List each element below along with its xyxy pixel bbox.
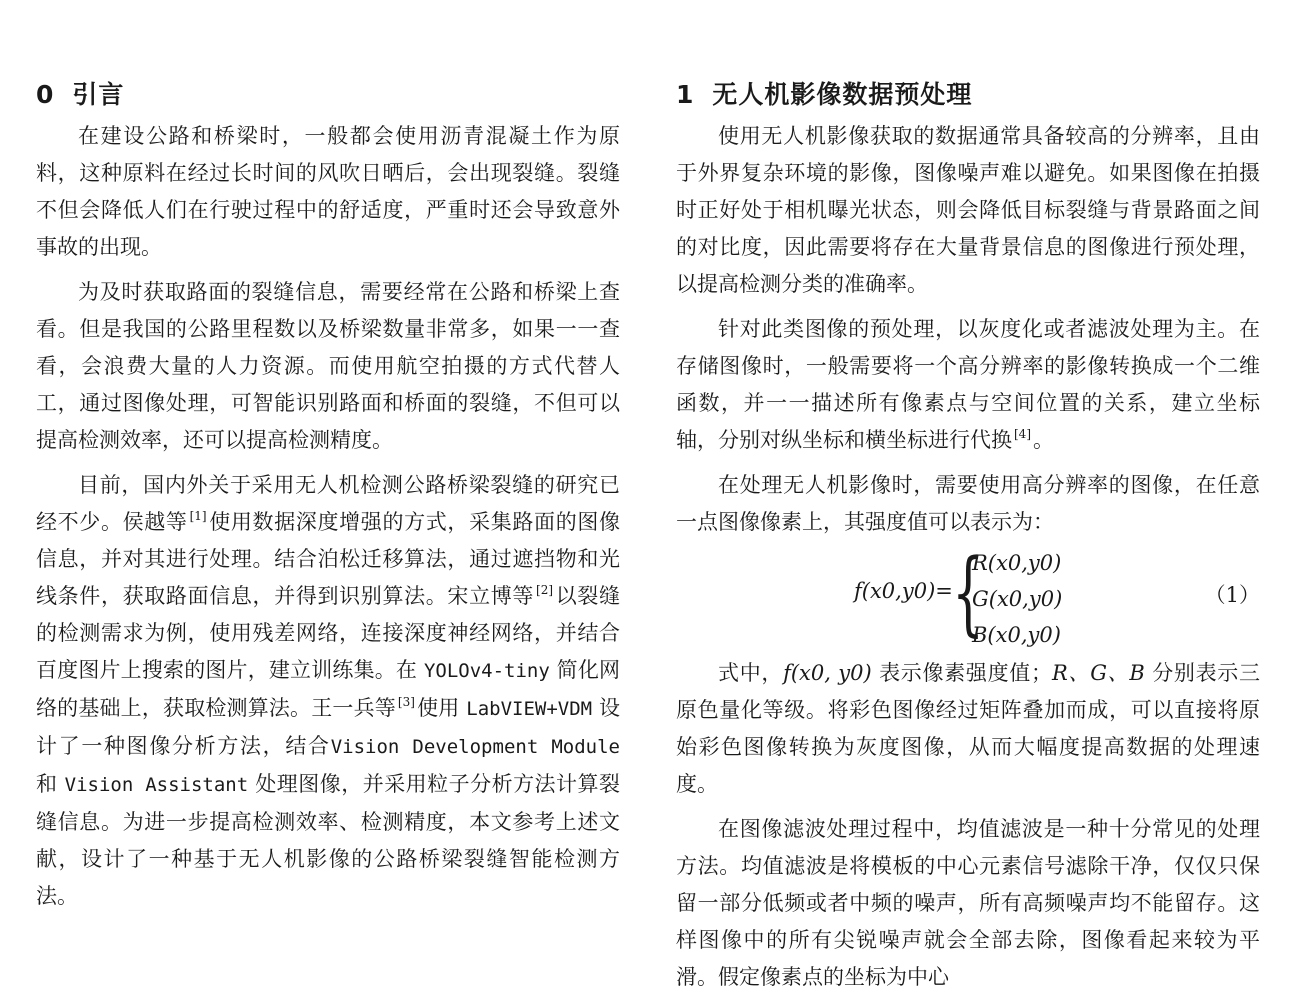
body-paragraph-5: 在图像滤波处理过程中，均值滤波是一种十分常见的处理方法。均值滤波是将模板的中心元素信号滤除干净，仅仅只保留一部分低频或者中频的噪声，所有高频噪声均不能留存。这样图像中的所有尖锐噪声就会全部去除，图像看起来较为平滑。假定像素点的坐标为中心: [676, 817, 1260, 989]
intro-paragraph-3: [36, 467, 620, 915]
intro-paragraph-2: 为及时获取路面的裂缝信息，需要经常在公路和桥梁上查看。但是我国的公路里程数以及桥梁数量非常多，如果一一查看，会浪费大量的人力资源。而使用航空拍摄的方式代替人工，通过图像处理，可智能识别路面和桥面的裂缝，不但可以提高检测效率，还可以提高检测精度。: [36, 280, 620, 452]
text-run: 式中，: [718, 661, 784, 685]
equation-lhs: f(x0,y0)=: [854, 579, 953, 603]
body-paragraph-2: [676, 311, 1260, 459]
citation-ref-2: [2]: [536, 583, 554, 597]
equation-line-b: B(x0,y0): [972, 623, 1061, 647]
text-run: 使用: [416, 696, 460, 720]
code-term-vdm: Vision Development Module: [330, 736, 620, 758]
code-term-va: Vision Assistant: [64, 774, 249, 796]
inline-expression: f(x0, y0): [783, 661, 872, 685]
text-run: 。: [1033, 428, 1054, 452]
text-run: 使用数据深度增强的方式，采集路面的图像信息，并对其进行处理。结合泊松迁移算法，通过遮挡物和光线条件，获取路面信息，并得到识别算法。宋立博等: [36, 510, 620, 608]
citation-ref-3: [3]: [397, 695, 415, 709]
section-heading-preprocessing: [676, 78, 1260, 112]
text-run: 目前，国内外关于采用无人机检测公路桥梁裂缝的研究已经不少。侯越等: [36, 473, 620, 534]
text-run: 表示像素强度值；: [879, 661, 1052, 685]
right-column: [676, 78, 1260, 1004]
code-term-yolo: YOLOv4-tiny: [423, 660, 550, 682]
equation-number: （1）: [1204, 583, 1260, 607]
body-paragraph-1: 使用无人机影像获取的数据通常具备较高的分辨率，且由于外界复杂环境的影像，图像噪声难以避免。如果图像在拍摄时正好处于相机曝光状态，则会降低目标裂缝与背景路面之间的对比度，因此需要将存在大量背景信息的图像进行预处理，以提高检测分类的准确率。: [676, 124, 1260, 296]
code-term-labview: LabVIEW+VDM: [466, 698, 593, 720]
text-run: 和: [36, 772, 58, 796]
text-run: 简化网络的基础上，获取检测算法。王一兵等: [36, 658, 620, 720]
text-run: 分别表示三原色量化等级。将彩色图像经过矩阵叠加而成，可以直接将原始彩色图像转换为灰度图像，从而大幅度提高数据的处理速度。: [676, 661, 1260, 796]
equation-line-r: R(x0,y0): [972, 551, 1062, 575]
left-brace: {: [952, 539, 985, 646]
inline-rgb: R、G、B: [1052, 661, 1145, 685]
body-paragraph-3: 在处理无人机影像时，需要使用高分辨率的图像，在任意一点图像像素上，其强度值可以表示为：: [676, 473, 1260, 534]
section-heading-intro: [36, 78, 620, 112]
text-run: 设计了一种图像分析方法，结合: [36, 696, 620, 758]
section-title: 引言: [72, 80, 125, 109]
text-run: 以裂缝的检测需求为例，使用残差网络，连接深度神经网络，并结合百度图片上搜索的图片，建立训练集。在: [36, 584, 621, 682]
section-number: 1: [676, 80, 695, 109]
equation-line-g: G(x0,y0): [972, 587, 1063, 611]
section-title: 无人机影像数据预处理: [712, 80, 973, 109]
equation-1: [676, 539, 1260, 649]
left-column: [36, 78, 620, 923]
section-number: 0: [36, 80, 55, 109]
text-run: 处理图像，并采用粒子分析方法计算裂缝信息。为进一步提高检测效率、检测精度，本文参考上述文献，设计了一种基于无人机影像的公路桥梁裂缝智能检测方法。: [36, 772, 620, 908]
citation-ref-4: [4]: [1014, 427, 1031, 441]
citation-ref-1: [1]: [189, 509, 207, 523]
body-paragraph-4: [676, 655, 1260, 803]
intro-paragraph-1: 在建设公路和桥梁时，一般都会使用沥青混凝土作为原料，这种原料在经过长时间的风吹日晒后，会出现裂缝。裂缝不但会降低人们在行驶过程中的舒适度，严重时还会导致意外事故的出现。: [36, 124, 620, 259]
equation-cases: [972, 545, 1062, 653]
text-run: 针对此类图像的预处理，以灰度化或者滤波处理为主。在存储图像时，一般需要将一个高分辨率的影像转换成一个二维函数，并一一描述所有像素点与空间位置的关系，建立坐标轴，分别对纵坐标和横坐标进行代换: [676, 317, 1260, 452]
